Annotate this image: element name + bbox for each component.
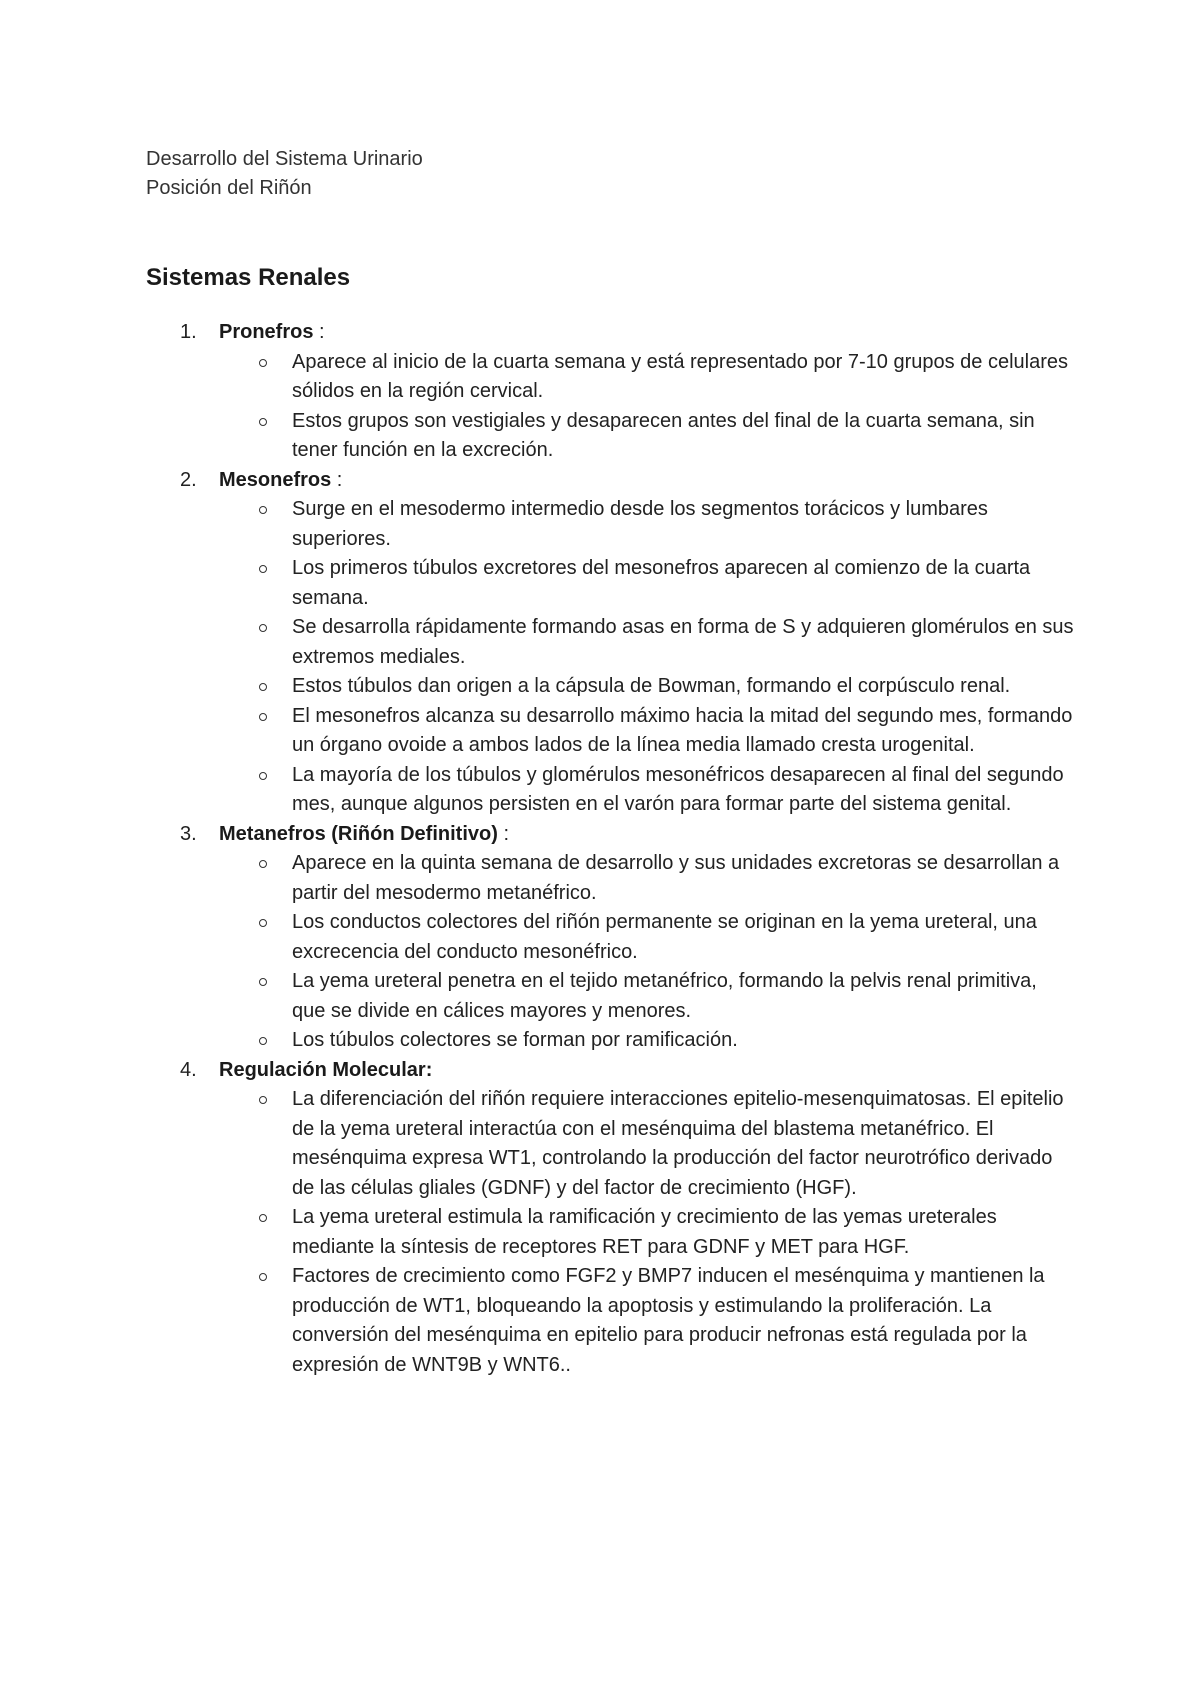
list-item-number: 2. [180,468,197,491]
sub-list-item [219,1085,1075,1203]
sub-list-item-text: Factores de crecimiento como FGF2 y BMP7 inducen el mesénquima y mantienen la producción de WT1, bloqueando la apoptosis y estimulando la proliferación. La conversión del mesénquima en epitelio para producir nefronas está regulada por la expresión de WNT9B y WNT6.. [292,1265,1045,1376]
sub-list-item-text: La yema ureteral estimula la ramificación y crecimiento de las yemas ureterales mediante la síntesis de receptores RET para GDNF y MET para HGF. [292,1206,997,1258]
hollow-bullet-icon [259,1037,267,1045]
hollow-bullet-icon [259,418,267,426]
sub-list-item-text: La yema ureteral penetra en el tejido metanéfrico, formando la pelvis renal primitiva, que se divide en cálices mayores y menores. [292,970,1037,1022]
sub-list-item-text: Surge en el mesodermo intermedio desde los segmentos torácicos y lumbares superiores. [292,498,988,550]
sub-list-item-text: Los túbulos colectores se forman por ramificación. [292,1029,738,1051]
hollow-bullet-icon [259,919,267,927]
sub-list-item [219,348,1075,407]
hollow-bullet-icon [259,1096,267,1104]
sub-list-item [219,554,1075,613]
sub-list-item-text: Los primeros túbulos excretores del mesonefros aparecen al comienzo de la cuarta semana. [292,557,1031,609]
hollow-bullet-icon [259,565,267,573]
hollow-bullet-icon [259,860,267,868]
sub-list-item [219,908,1075,967]
sub-list-item [219,1262,1075,1380]
document-heading-line-1: Desarrollo del Sistema Urinario [146,148,423,170]
list-item-number: 3. [180,822,197,845]
sub-list-item-text: Los conductos colectores del riñón permanente se originan en la yema ureteral, una excrecencia del conducto mesonéfrico. [292,911,1037,963]
list-item-title: Metanefros (Riñón Definitivo) [219,822,498,845]
hollow-bullet-icon [259,1273,267,1281]
sub-list-item-text: El mesonefros alcanza su desarrollo máximo hacia la mitad del segundo mes, formando un órgano ovoide a ambos lados de la línea media llamado cresta urogenital. [292,704,1073,756]
sub-list-item [219,702,1075,761]
sub-list-item-text: Estos túbulos dan origen a la cápsula de Bowman, formando el corpúsculo renal. [292,675,1011,697]
hollow-bullet-icon [259,1214,267,1222]
sub-list-item [219,613,1075,672]
list-item-regulacion-molecular [146,1056,1076,1381]
list-item-suffix: : [331,468,343,491]
list-item-heading [219,820,1076,850]
sub-list-item [219,1026,1075,1056]
sub-list [219,495,1076,820]
sub-list [219,849,1076,1056]
sub-list-item-text: Aparece al inicio de la cuarta semana y está representado por 7-10 grupos de celulares sólidos en la región cervical. [292,350,1069,402]
list-item-suffix: : [497,822,510,845]
hollow-bullet-icon [259,624,267,632]
sub-list-item-text: Se desarrolla rápidamente formando asas en forma de S y adquieren glomérulos en sus extremos mediales. [292,616,1074,668]
sub-list-item [219,967,1075,1026]
list-item-title: Mesonefros [219,468,332,491]
sub-list-item [219,672,1075,702]
renal-systems-list [146,318,1076,1380]
sub-list-item-text: Aparece en la quinta semana de desarrollo y sus unidades excretoras se desarrollan a partir del mesodermo metanéfrico. [292,852,1060,904]
hollow-bullet-icon [259,683,267,691]
list-item-title: Regulación Molecular: [219,1058,433,1081]
sub-list-item [219,407,1075,466]
sub-list-item-text: La mayoría de los túbulos y glomérulos mesonéfricos desaparecen al final del segundo mes, aunque algunos persisten en el varón para formar parte del sistema genital. [292,763,1064,815]
sub-list [219,1085,1076,1380]
sub-list-item-text: Estos grupos son vestigiales y desaparecen antes del final de la cuarta semana, sin tener función en la excreción. [292,409,1035,461]
list-item-heading [219,1056,1076,1086]
hollow-bullet-icon [259,359,267,367]
sub-list [219,348,1076,466]
list-item-number: 1. [180,321,197,343]
sub-list-item-text: La diferenciación del riñón requiere interacciones epitelio-mesenquimatosas. El epitelio de la yema ureteral interactúa con el mesénquima del blastema metanéfrico. El mesénquima expresa WT1, controlando la producción del factor neurotrófico derivado de las células gliales (GDNF) y del factor de crecimiento (HGF). [292,1088,1064,1199]
section-title: Sistemas Renales [146,264,351,291]
list-item-number: 4. [180,1058,197,1081]
list-item-heading [219,466,1076,496]
sub-list-item [219,495,1075,554]
list-item-pronefros [146,318,1076,466]
list-item-heading [219,318,1076,348]
list-item-metanefros [146,820,1076,1056]
list-item-mesonefros [146,466,1076,820]
document-heading-line-2: Posición del Riñón [146,177,312,199]
list-item-suffix: : [313,321,325,343]
sub-list-item [219,1203,1075,1262]
hollow-bullet-icon [259,506,267,514]
sub-list-item [219,849,1075,908]
sub-list-item [219,761,1075,820]
hollow-bullet-icon [259,978,267,986]
hollow-bullet-icon [259,713,267,721]
hollow-bullet-icon [259,772,267,780]
list-item-title: Pronefros [219,321,314,343]
